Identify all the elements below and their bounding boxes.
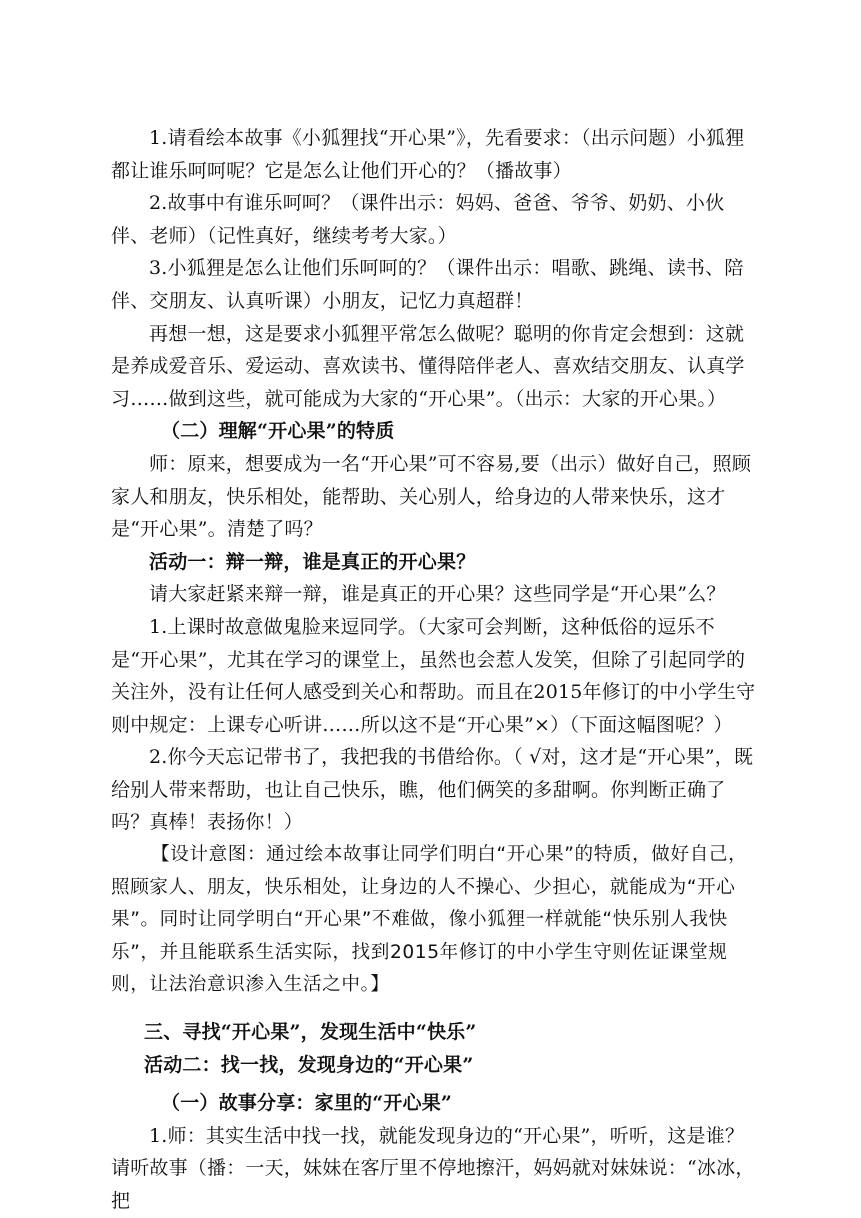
part-heading-find: 三、寻找“开心果”，发现生活中“快乐” <box>144 1021 477 1044</box>
paragraph-think-again: 再想一想，这是要求小狐狸平常怎么做呢？聪明的你肯定会想到：这就是养成爱音乐、爱运动、喜欢读书、懂得陪伴老人、喜欢结交朋友、认真学习……做到这些，就可能成为大家的“开心果”。（出示：大家的开心果。） <box>111 322 745 410</box>
paragraph-teacher-traits: 师：原来，想要成为一名“开心果”可不容易,要（出示）做好自己，照顾家人和朋友，快乐相处，能帮助、关心别人，给身边的人带来快乐，这才是“开心果”。清楚了吗？ <box>111 452 752 541</box>
spacer <box>111 1002 757 1016</box>
activity-heading-find: 活动二：找一找，发现身边的“开心果” <box>144 1053 474 1076</box>
paragraph-story-question: 1.请看绘本故事《小狐狸找“开心果”》，先看要求：（出示问题）小狐狸都让谁乐呵呵呢？它是怎么让他们开心的？（播故事） <box>111 127 745 182</box>
paragraph-case-one: 1.上课时故意做鬼脸来逗同学。（大家可会判断，这种低俗的逗乐不是“开心果”，尤其在学习的课堂上，虽然也会惹人发笑，但除了引起同学的关注外，没有让任何人感受到关心和帮助。而且在2015年修订的中小学生守则中规定：上课专心听讲……所以这不是“开心果”×）（下面这幅图呢？） <box>111 615 756 736</box>
section-heading-family: （一）故事分享：家里的“开心果” <box>161 1092 453 1115</box>
document-body <box>111 122 757 1218</box>
paragraph-who-happy: 2.故事中有谁乐呵呵？（课件出示：妈妈、爸爸、爷爷、奶奶、小伙伴、老师）（记性真好，继续考考大家。） <box>111 192 725 247</box>
activity-heading-debate: 活动一：辩一辩，谁是真正的开心果？ <box>149 550 476 573</box>
paragraph-debate-intro: 请大家赶紧来辩一辩，谁是真正的开心果？这些同学是“开心果”么？ <box>149 583 726 606</box>
section-heading-traits: （二）理解“开心果”的特质 <box>161 420 395 443</box>
paragraph-case-two: 2.你今天忘记带书了，我把我的书借给你。（ √对，这才是“开心果”，既给别人带来帮助，也让自己快乐，瞧，他们俩笑的多甜啊。你判断正确了吗？真棒！表扬你！） <box>111 746 754 834</box>
paragraph-design-intent: 【设计意图：通过绘本故事让同学们明白“开心果”的特质，做好自己，照顾家人、朋友，快乐相处，让身边的人不操心、少担心，就能成为“开心果”。同时让同学明白“开心果”不难做，像小狐狸一样就能“快乐别人我快乐”，并且能联系生活实际，找到2015年修订的中小学生守则佐证课堂规则，让法治意识渗入生活之中。】 <box>111 844 748 996</box>
paragraph-teacher-story: 1.师：其实生活中找一找，就能发现身边的“开心果”，听听，这是谁？请听故事（播：一天，妹妹在客厅里不停地擦汗，妈妈就对妹妹说：“冰冰，把 <box>111 1124 755 1212</box>
paragraph-how-happy: 3.小狐狸是怎么让他们乐呵呵的？（课件出示：唱歌、跳绳、读书、陪伴、交朋友、认真听课）小朋友，记忆力真超群！ <box>111 257 744 312</box>
